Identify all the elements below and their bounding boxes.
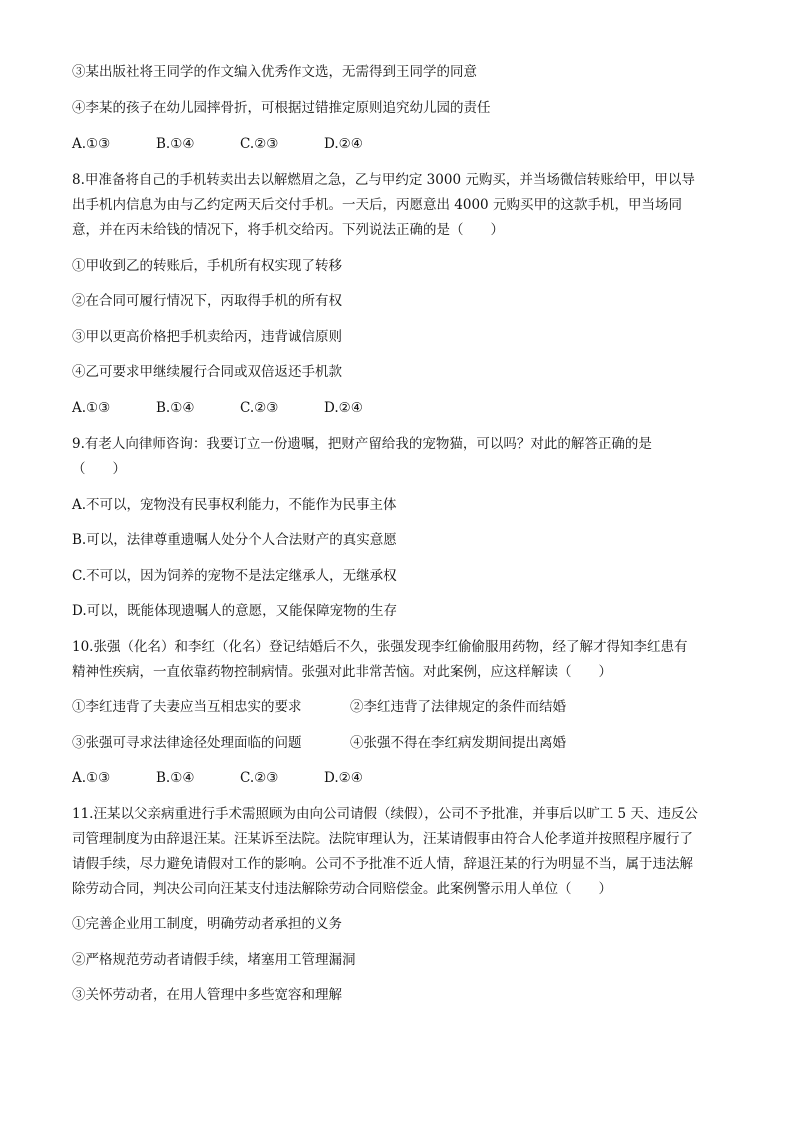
q7-statement-4: ④李某的孩子在幼儿园摔骨折，可根据过错推定原则追究幼儿园的责任 [72,100,491,116]
q10-statement-3: ③张强可寻求法律途径处理面临的问题 [72,735,302,751]
q7-options [72,134,722,154]
q10-option-a[interactable]: A.①③ [72,770,111,786]
q10-statement-1: ①李红违背了夫妻应当互相忠实的要求 [72,699,302,715]
q10-statements-row-2 [72,733,722,753]
q8-statement-4: ④乙可要求甲继续履行合同或双倍返还手机款 [72,364,342,380]
q8-statement-3: ③甲以更高价格把手机卖给丙，违背诚信原则 [72,329,342,345]
q10-stem-line-2: 精神性疾病，一直依靠药物控制病情。张强对此非常苦恼。对此案例，应这样解读（ ） [72,664,612,680]
q11-statement-2: ②严格规范劳动者请假手续，堵塞用工管理漏洞 [72,952,356,968]
q8-stem-line-2: 出手机内信息为由与乙约定两天后交付手机。一天后，丙愿意出 4000 元购买甲的这款手机，甲当场同 [72,197,682,213]
q10-option-b[interactable]: B.①④ [156,770,195,786]
q11-stem-line-2: 司管理制度为由辞退汪某。汪某诉至法院。法院审理认为，汪某请假事由符合人伦孝道并按照程序履行了 [72,831,693,847]
q8-statement-1: ①甲收到乙的转账后，手机所有权实现了转移 [72,258,342,274]
q8-option-a[interactable]: A.①③ [72,400,111,416]
q8-option-d[interactable]: D.②④ [324,400,363,416]
q7-statement-3: ③某出版社将王同学的作文编入优秀作文选，无需得到王同学的同意 [72,64,477,80]
q10-option-d[interactable]: D.②④ [324,770,363,786]
q11-stem-line-4: 除劳动合同，判决公司向汪某支付违法解除劳动合同赔偿金。此案例警示用人单位（ ） [72,881,612,897]
q7-option-d[interactable]: D.②④ [324,136,363,152]
q8-stem-line-1: 8.甲准备将自己的手机转卖出去以解燃眉之急，乙与甲约定 3000 元购买，并当场微信转账给甲，甲以导 [72,172,695,188]
q10-statement-2: ②李红违背了法律规定的条件而结婚 [350,699,566,715]
q10-stem-line-1: 10.张强（化名）和李红（化名）登记结婚后不久，张强发现李红偷偷服用药物，经了解才得知李红患有 [72,639,688,655]
q8-option-b[interactable]: B.①④ [156,400,195,416]
q7-option-b[interactable]: B.①④ [156,136,195,152]
q8-option-c[interactable]: C.②③ [240,400,279,416]
q7-option-a[interactable]: A.①③ [72,136,111,152]
q9-option-c[interactable]: C.不可以，因为饲养的宠物不是法定继承人，无继承权 [72,568,397,584]
q8-statement-2: ②在合同可履行情况下，丙取得手机的所有权 [72,293,342,309]
q10-statement-4: ④张强不得在李红病发期间提出离婚 [350,735,566,751]
q11-stem-line-1: 11.汪某以父亲病重进行手术需照顾为由向公司请假（续假），公司不予批准，并事后以旷工 5 天、违反公 [72,806,698,822]
q11-statement-3: ③关怀劳动者，在用人管理中多些宽容和理解 [72,987,342,1003]
q11-statement-1: ①完善企业用工制度，明确劳动者承担的义务 [72,916,342,932]
q8-options [72,398,722,418]
q9-option-a[interactable]: A.不可以，宠物没有民事权利能力，不能作为民事主体 [72,497,397,513]
q9-stem-line-2: （ ） [72,461,126,477]
q11-stem-line-3: 请假手续，尽力避免请假对工作的影响。公司不予批准不近人情，辞退汪某的行为明显不当，属于违法解 [72,856,693,872]
q7-option-c[interactable]: C.②③ [240,136,279,152]
q8-stem-line-3: 意，并在丙未给钱的情况下，将手机交给丙。下列说法正确的是（ ） [72,222,504,238]
q10-options [72,768,722,788]
q9-option-d[interactable]: D.可以，既能体现遗嘱人的意愿，又能保障宠物的生存 [72,603,398,619]
q10-statements-row-1 [72,697,722,717]
q10-option-c[interactable]: C.②③ [240,770,279,786]
q9-stem-line-1: 9.有老人向律师咨询：我要订立一份遗嘱，把财产留给我的宠物猫，可以吗？对此的解答正确的是 [72,436,652,452]
q9-option-b[interactable]: B.可以，法律尊重遗嘱人处分个人合法财产的真实意愿 [72,532,397,548]
